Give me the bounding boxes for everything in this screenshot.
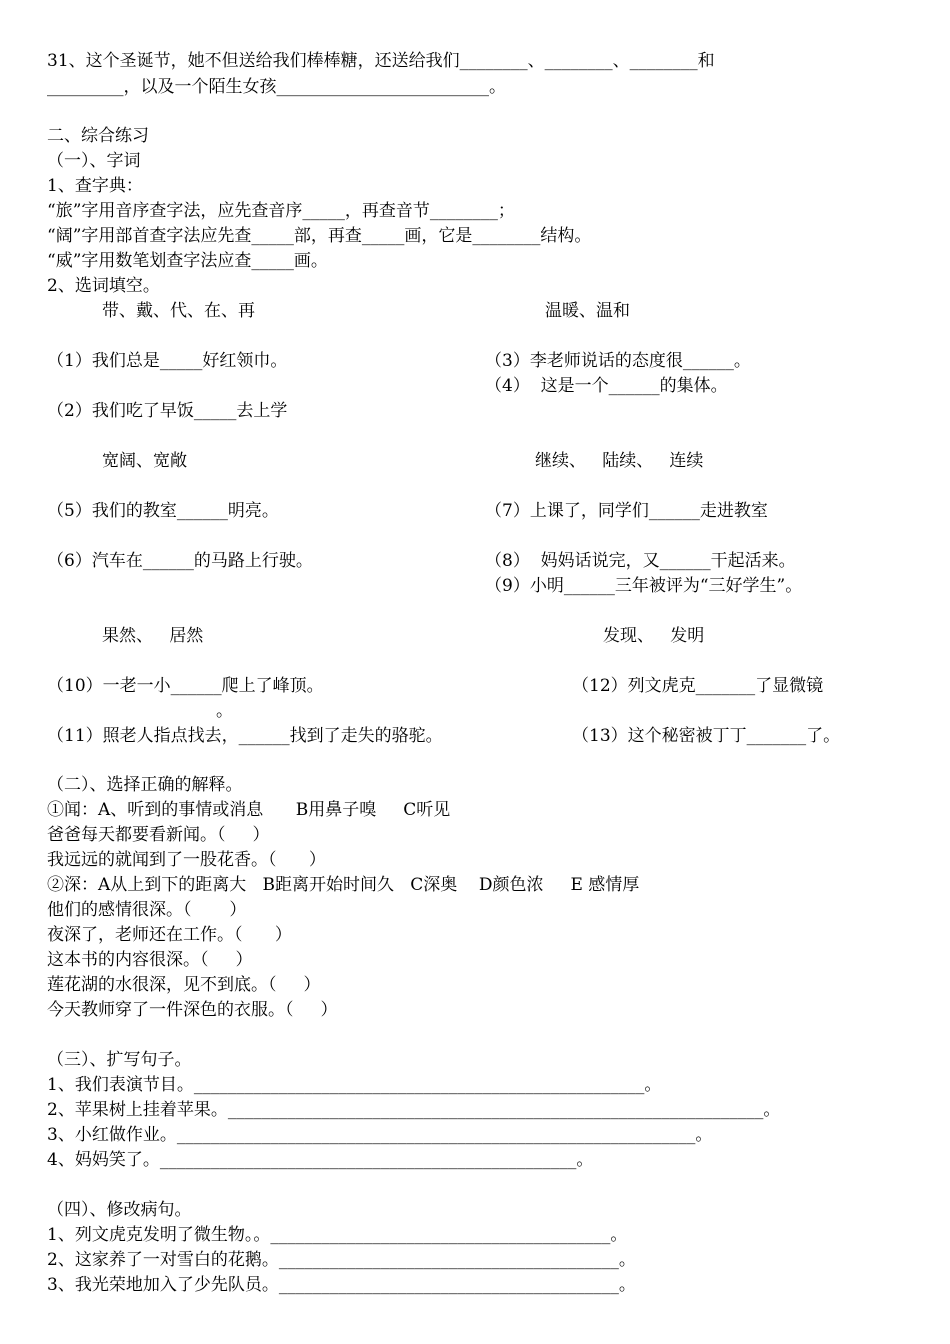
meaning-q1a: 爸爸每天都要看新闻。（ ） [47, 825, 270, 845]
fix-2: 2、这家养了一对雪白的花鹅。________________________________________。 [47, 1250, 636, 1270]
sentence-9: （9）小明______三年被评为“三好学生”。 [485, 576, 803, 596]
meaning-q2d: 莲花湖的水很深，见不到底。（ ） [47, 975, 321, 995]
expand-3: 3、小红做作业。_____________________________________________________________。 [47, 1125, 713, 1145]
sentence-13: （13）这个秘密被丁丁_______了。 [572, 726, 841, 746]
expand-1: 1、我们表演节目。_____________________________________________________。 [47, 1075, 662, 1095]
dict-title: 1、查字典： [47, 176, 143, 196]
word-group-3: 宽阔、宽敞 [102, 451, 187, 471]
part4-title: （四）、修改病句。 [47, 1200, 192, 1220]
sentence-2: （2）我们吃了早饭_____去上学 [47, 401, 288, 421]
dict-q3: “威”字用数笔划查字法应查_____画。 [47, 251, 328, 271]
fill-title: 2、选词填空。 [47, 276, 160, 296]
dict-q2: “阔”字用部首查字法应先查_____部，再查_____画，它是________结构。 [47, 226, 592, 246]
sentence-4: （4） 这是一个______的集体。 [485, 376, 728, 396]
q31-line2: _________，以及一个陌生女孩_________________________。 [47, 77, 506, 97]
section-title: 二、综合练习 [47, 126, 149, 146]
meaning-q1b: 我远远的就闻到了一股花香。（ ） [47, 850, 326, 870]
meaning-q2: ②深：A从上到下的距离大 B距离开始时间久 C深奥 D颜色浓 E 感情厚 [47, 875, 640, 895]
sentence-1: （1）我们总是_____好红领巾。 [47, 351, 288, 371]
word-group-1: 带、戴、代、在、再 [102, 301, 255, 321]
fix-1: 1、列文虎克发明了微生物。。________________________________________。 [47, 1225, 628, 1245]
q31-line1: 31、这个圣诞节，她不但送给我们棒棒糖，还送给我们________、________、________和 [47, 51, 715, 71]
sentence-10: （10）一老一小______爬上了峰顶。 [47, 676, 324, 696]
sentence-3: （3）李老师说话的态度很______。 [485, 351, 751, 371]
part2-title: （二）、选择正确的解释。 [47, 775, 243, 795]
dict-q1: “旅”字用音序查字法，应先查音序_____，再查音节________； [47, 201, 515, 221]
meaning-q2b: 夜深了，老师还在工作。（ ） [47, 925, 292, 945]
word-group-6: 发现、 发明 [603, 626, 705, 646]
meaning-q1: ①闻：A、听到的事情或消息 B用鼻子嗅 C听见 [47, 800, 451, 820]
fix-3: 3、我光荣地加入了少先队员。________________________________________。 [47, 1275, 636, 1295]
sentence-12: （12）列文虎克_______了显微镜 [572, 676, 824, 696]
word-group-4: 继续、 陆续、 连续 [535, 451, 704, 471]
word-group-5: 果然、 居然 [102, 626, 204, 646]
meaning-q2a: 他们的感情很深。（ ） [47, 900, 247, 920]
sentence-7: （7）上课了，同学们______走进教室 [485, 501, 768, 521]
sentence-12-end: 。 [216, 701, 233, 721]
part3-title: （三）、扩写句子。 [47, 1050, 192, 1070]
sentence-5: （5）我们的教室______明亮。 [47, 501, 279, 521]
sentence-6: （6）汽车在______的马路上行驶。 [47, 551, 313, 571]
expand-2: 2、苹果树上挂着苹果。_______________________________________________________________。 [47, 1100, 781, 1120]
meaning-q2e: 今天教师穿了一件深色的衣服。（ ） [47, 1000, 338, 1020]
sentence-8: （8） 妈妈话说完，又______干起活来。 [485, 551, 796, 571]
part1-title: （一）、字词 [47, 151, 141, 171]
meaning-q2c: 这本书的内容很深。（ ） [47, 950, 253, 970]
word-group-2: 温暖、温和 [545, 301, 630, 321]
sentence-11: （11）照老人指点找去，______找到了走失的骆驼。 [47, 726, 443, 746]
expand-4: 4、妈妈笑了。_________________________________________________。 [47, 1150, 594, 1170]
